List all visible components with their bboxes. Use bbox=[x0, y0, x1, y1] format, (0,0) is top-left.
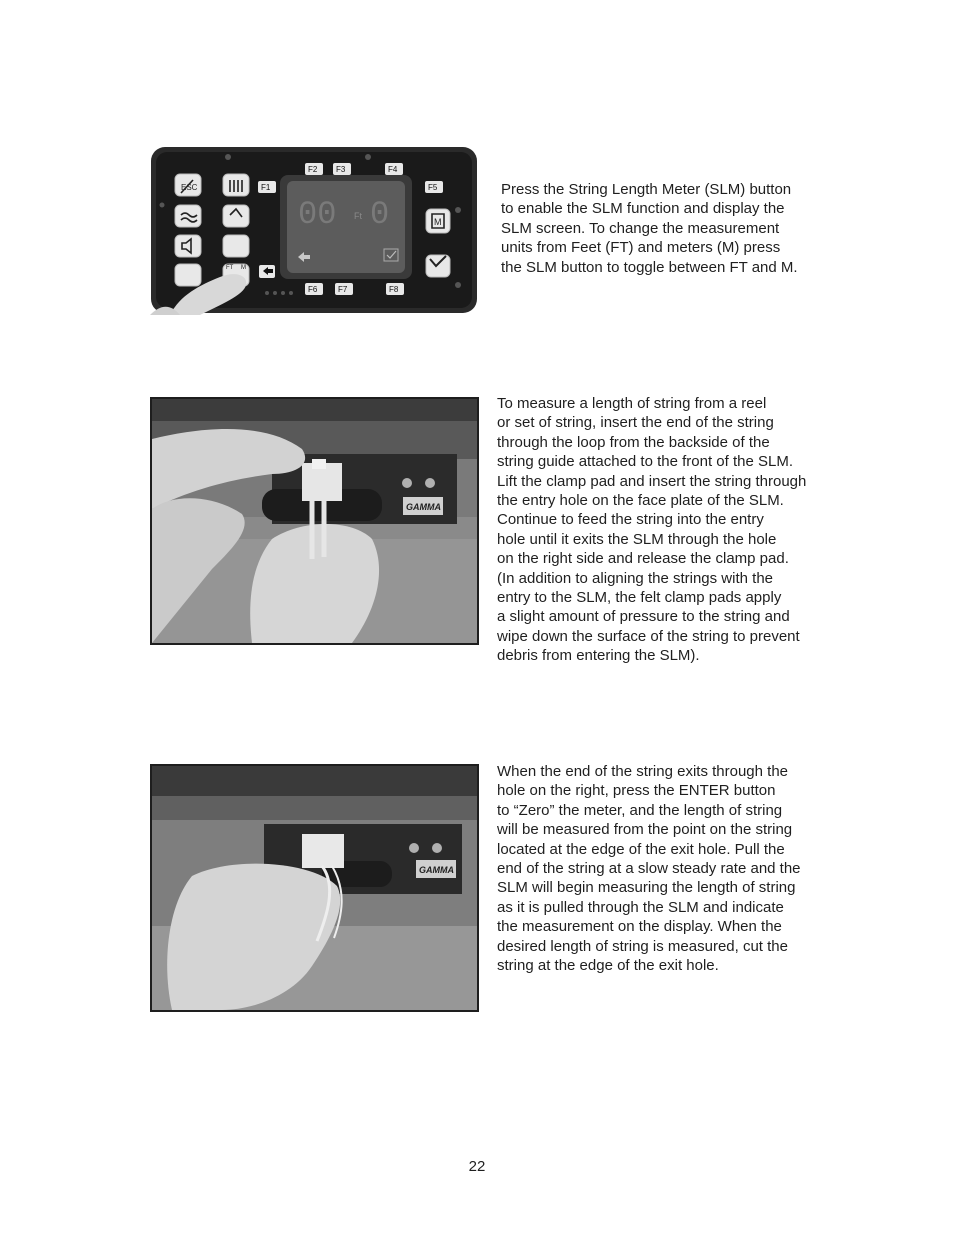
f7-key: F7 bbox=[338, 285, 348, 294]
control-panel-illustration bbox=[150, 145, 478, 315]
f5-key: F5 bbox=[428, 183, 438, 192]
section-3-paragraph: When the end of the string exits through the hole on the right, press the ENTER button to “Zero” the meter, and the length of string will be measured from the point on the string located at the edge of the exit hole. Pull the end of the string at a slow steady rate and the SLM will begin measuring the length of string as it is pulled through the SLM and indicate the measurement on the display. When the desired length of string is measured, cut the string at the edge of the exit hole. bbox=[497, 763, 801, 975]
f4-key: F4 bbox=[388, 165, 398, 174]
display-value: 00 bbox=[298, 196, 337, 233]
section-2-paragraph: To measure a length of string from a reel or set of string, insert the end of the string through the loop from the backside of the string guide attached to the front of the SLM. Lift the clamp pad and insert the string through the entry hole on the face plate of the SLM. Continue to feed the string into the entry hole until it exits the SLM through the hole on the right side and release the clamp pad. (In addition to aligning the strings with the entry to the SLM, the felt clamp pads apply a slight amount of pressure to the string and wipe down the surface of the string to prevent debris from entering the SLM). bbox=[497, 395, 807, 665]
f2-key: F2 bbox=[308, 165, 318, 174]
string-insertion-illustration bbox=[152, 399, 477, 643]
f3-key: F3 bbox=[336, 165, 346, 174]
f1-key: F1 bbox=[261, 183, 271, 192]
string-pulling-illustration bbox=[152, 766, 477, 1010]
gamma-logo: GAMMA bbox=[419, 865, 454, 875]
section-1-paragraph: Press the String Length Meter (SLM) button to enable the SLM function and display the SLM screen. To change the measurement units from Feet (FT) and meters (M) press the SLM button to toggle between FT and M. bbox=[501, 181, 798, 276]
string-insertion-photo bbox=[150, 397, 479, 645]
page-number: 22 bbox=[468, 1158, 486, 1175]
display-unit: Ft bbox=[354, 211, 362, 221]
esc-key-label: ESC bbox=[181, 183, 198, 192]
ft-toggle-label: FT bbox=[226, 265, 234, 271]
string-pulling-photo bbox=[150, 764, 479, 1012]
f6-key: F6 bbox=[308, 285, 318, 294]
control-panel-photo bbox=[150, 145, 478, 315]
m-key-label: M bbox=[434, 217, 442, 227]
f8-key: F8 bbox=[389, 285, 399, 294]
m-toggle-label: M bbox=[241, 265, 246, 271]
display-value-secondary: 0 bbox=[370, 196, 390, 233]
gamma-logo: GAMMA bbox=[406, 502, 441, 512]
